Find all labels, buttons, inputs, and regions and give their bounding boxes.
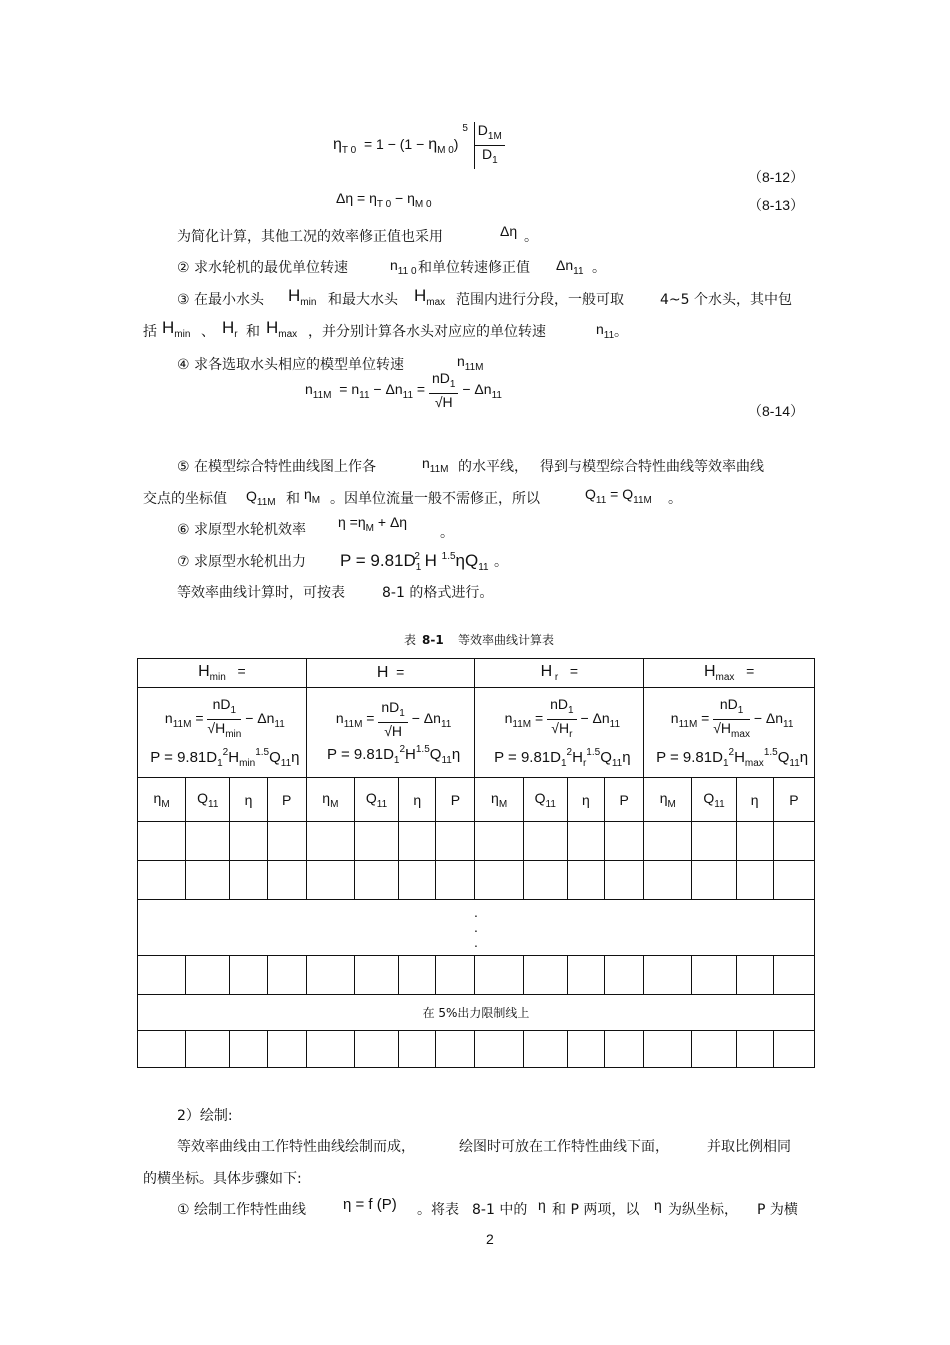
table-row xyxy=(138,861,815,900)
step-5-a: ⑤ 在模型综合特性曲线图上作各 xyxy=(177,459,377,475)
draw-step-1-c: 8-1 中的 xyxy=(472,1202,528,1218)
page-number: 2 xyxy=(486,1231,494,1247)
step-7-end: 。 xyxy=(494,554,508,570)
step-2-end: 。 xyxy=(592,260,606,276)
equation-8-13: $\Delta\eta = \eta_{T 0} - \eta_{M 0}$ xyxy=(336,190,432,210)
table-row xyxy=(138,956,815,995)
eta-equation: $\eta =\eta_M + \Delta\eta$ xyxy=(338,514,408,534)
col-q11: $Q_{11}$ xyxy=(692,778,736,822)
formula-row xyxy=(138,688,815,778)
head-hr: H $_r$ = xyxy=(475,659,644,688)
hmin-symbol: $H_{min}$ xyxy=(288,286,317,308)
table-intro: 等效率曲线计算时，可按表 xyxy=(177,585,345,601)
draw-step-1-a: ① 绘制工作特性曲线 xyxy=(177,1202,307,1218)
delta-eta-symbol: Δη xyxy=(500,223,518,239)
hr-symbol: $H_r$ xyxy=(222,318,238,340)
step-5-g: 。 xyxy=(668,491,682,507)
draw-p1-d: 的横坐标。具体步骤如下: xyxy=(143,1171,302,1187)
col-eta-m: $\eta_M$ xyxy=(475,778,523,822)
eq-number-8-12: （8-12） xyxy=(748,169,805,185)
col-q11: $Q_{11}$ xyxy=(523,778,567,822)
step-2-mid: 和单位转速修正值 xyxy=(418,260,530,276)
col-q11: $Q_{11}$ xyxy=(186,778,230,822)
hmax-symbol-2: $H_{max}$ xyxy=(266,318,298,340)
para1-end: 。 xyxy=(524,229,538,245)
hmin-symbol-2: $H_{min}$ xyxy=(162,318,191,340)
step-5-c: 得到与模型综合特性曲线等效率曲线 xyxy=(540,459,764,475)
formula-hmin: $n_{11M}$ = $\frac{nD_1}{√H_{min}}$ − $\Delta n_{11}$ $P = 9.81D_1^2H_{min}^{1.5}Q_{11}\eta$ xyxy=(138,688,307,778)
eta-symbol: η xyxy=(538,1197,546,1213)
step-4: ④ 求各选取水头相应的模型单位转速 xyxy=(177,357,405,373)
col-eta: η xyxy=(736,778,773,822)
equation-8-14: $n_{11M} = n_{11} - \Delta n_{11}$ = $\frac{nD_1}{√H}$ − $\Delta n_{11}$ xyxy=(305,370,502,410)
q11-equals-q11m: $Q_{11} = Q_{11M}$ xyxy=(585,486,652,506)
table-caption-label: 表 xyxy=(404,633,417,647)
col-eta: η xyxy=(567,778,604,822)
etam-symbol: $\eta_M$ xyxy=(304,486,321,506)
col-eta-m: $\eta_M$ xyxy=(644,778,692,822)
hmax-symbol: $H_{max}$ xyxy=(414,286,446,308)
limit-row-label: 在 5%出力限制线上 xyxy=(138,995,815,1031)
n110-symbol: $n_{11 0}$ xyxy=(390,257,417,277)
step-7: ⑦ 求原型水轮机出力 xyxy=(177,554,307,570)
n11m-symbol-2: $n_{11M}$ xyxy=(422,455,449,475)
col-p: P xyxy=(436,778,475,822)
table-intro-b: 8-1 的格式进行。 xyxy=(382,585,494,601)
table-row xyxy=(138,1031,815,1068)
head-row xyxy=(138,659,815,688)
draw-step-1-f: P 为横 xyxy=(757,1202,798,1218)
col-p: P xyxy=(773,778,814,822)
formula-hr: $n_{11M}$ = $\frac{nD_1}{√H_r}$ − $\Delta n_{11}$ $P = 9.81D_1^2H_r^{1.5}Q_{11}\eta$ xyxy=(475,688,644,778)
step-3-e: 括 xyxy=(143,324,157,340)
head-hmax: $H_{max}$ = xyxy=(644,659,815,688)
col-eta: η xyxy=(399,778,436,822)
draw-heading: 2）绘制: xyxy=(177,1108,233,1124)
step-5-f: 。因单位流量一般不需修正，所以 xyxy=(330,491,540,507)
step-6: ⑥ 求原型水轮机效率 xyxy=(177,522,307,538)
ellipsis-row xyxy=(138,900,815,956)
step-3-c: 范围内进行分段，一般可取 xyxy=(456,292,624,308)
eta-symbol-2: η xyxy=(654,1197,662,1213)
draw-p1-a: 等效率曲线由工作特性曲线绘制而成， xyxy=(177,1139,415,1155)
draw-step-1-e: 为纵坐标， xyxy=(668,1202,738,1218)
step-3-b: 和最大水头 xyxy=(328,292,398,308)
step-3-d: 4~5 个水头，其中包 xyxy=(660,292,792,308)
limit-row xyxy=(138,995,815,1031)
table-caption-title: 等效率曲线计算表 xyxy=(458,633,555,647)
col-eta: η xyxy=(230,778,267,822)
step-3-f: 、 xyxy=(201,324,215,340)
power-equation: $P = 9.81D_1^2$ H $^{1.5}\eta Q_{11}$ xyxy=(340,551,489,573)
vertical-ellipsis: . . . xyxy=(138,900,815,956)
draw-p1-b: 绘图时可放在工作特性曲线下面， xyxy=(459,1139,669,1155)
col-eta-m: $\eta_M$ xyxy=(306,778,354,822)
draw-step-1-d: 和 P 两项，以 xyxy=(552,1202,640,1218)
step-3-a: ③ 在最小水头 xyxy=(177,292,265,308)
step-6-end: 。 xyxy=(440,525,454,541)
n11-symbol: $n_{11}$ xyxy=(596,321,615,341)
col-p: P xyxy=(605,778,644,822)
equation-8-12: $\eta_{T 0} = 1 - (1 - \eta_{M 0})$ $^5$ $\frac{D_{1M}}{D_1}$ xyxy=(333,122,505,169)
step-5-d: 交点的坐标值 xyxy=(143,491,227,507)
eta-fp-equation: η = f (P) xyxy=(343,1196,397,1213)
col-p: P xyxy=(267,778,306,822)
head-h: H = xyxy=(306,659,475,688)
eq-number-8-13: （8-13） xyxy=(748,197,805,213)
col-eta-m: $\eta_M$ xyxy=(138,778,186,822)
draw-p1-c: 并取比例相同 xyxy=(707,1139,791,1155)
step-2: ② 求水轮机的最优单位转速 xyxy=(177,260,349,276)
step-3-h: ，并分别计算各水头对应应的单位转速 xyxy=(308,324,546,340)
calc-table xyxy=(137,658,815,1068)
paragraph-simplify: 为简化计算，其他工况的效率修正值也采用 xyxy=(177,229,443,245)
q11m-symbol: $Q_{11M}$ xyxy=(246,488,276,508)
step-3-g: 和 xyxy=(246,324,260,340)
draw-step-1-b: 。将表 xyxy=(417,1202,459,1218)
n11m-symbol: $n_{11M}$ xyxy=(457,353,484,373)
col-q11: $Q_{11}$ xyxy=(354,778,398,822)
eq-number-8-14: （8-14） xyxy=(748,403,805,419)
table-row xyxy=(138,822,815,861)
formula-hmax: $n_{11M}$ = $\frac{nD_1}{√H_{max}}$ − $\Delta n_{11}$ $P = 9.81D_1^2H_{max}^{1.5}Q_{11}\eta$ xyxy=(644,688,815,778)
delta-n11-symbol: $\Delta n_{11}$ xyxy=(556,257,584,277)
step-3-i: 。 xyxy=(614,324,628,340)
step-5-e: 和 xyxy=(286,491,300,507)
step-5-b: 的水平线， xyxy=(458,459,528,475)
formula-h: $n_{11M}$ = $\frac{nD_1}{√H}$ − $\Delta n_{11}$ $P = 9.81D_1^2H^{1.5}Q_{11}\eta$ xyxy=(306,688,475,778)
table-caption-number: 8-1 xyxy=(422,633,444,647)
head-hmin: $H_{min}$ = xyxy=(138,659,307,688)
column-header-row xyxy=(138,778,815,822)
